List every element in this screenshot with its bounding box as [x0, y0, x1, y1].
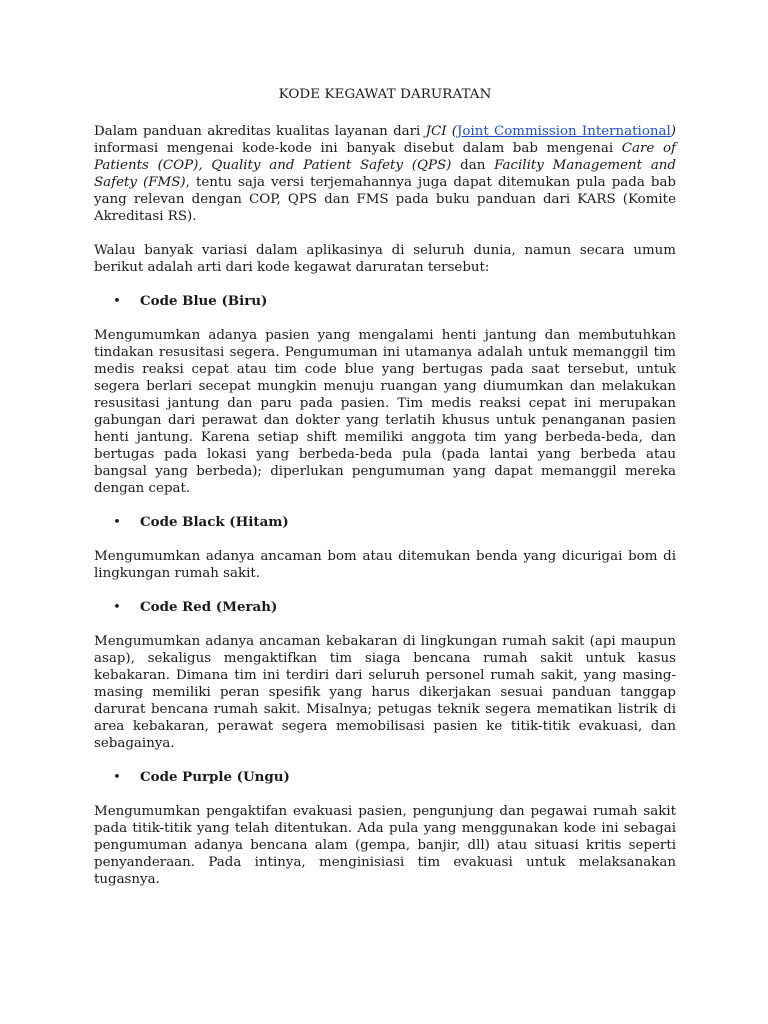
- code-red-description: Mengumumkan adanya ancaman kebakaran di lingkungan rumah sakit (api maupun asap), sekaligus mengaktifkan tim siaga bencana rumah sakit untuk kasus kebakaran. Dimana tim ini terdiri dari seluruh personel rumah sakit, yang masing-masing memiliki peran spesifik yang harus dikerjakan sesuai panduan tanggap darurat bencana rumah sakit. Misalnya; petugas teknik segera mematikan listrik di area kebakaran, perawat segera memobilisasi pasien ke titik-titik evakuasi, dan sebagainya.: [94, 634, 676, 751]
- bullet-dot: •: [113, 294, 121, 309]
- intro-text-mid: informasi mengenai kode-kode ini banyak disebut dalam bab mengenai: [94, 141, 622, 156]
- code-black-description: Mengumumkan adanya ancaman bom atau ditemukan benda yang dicurigai bom di lingkungan rumah sakit.: [94, 549, 676, 581]
- jci-abbreviation: JCI: [425, 124, 447, 139]
- intro-paragraph-1: [94, 123, 676, 225]
- bullet-dot: •: [113, 770, 121, 785]
- cop-qps-text: Care of Patients (COP), Quality and Patient Safety (QPS): [94, 141, 676, 173]
- bullet-dot: •: [113, 515, 121, 530]
- paren-close: ): [670, 124, 677, 139]
- jci-link[interactable]: Joint Commission International: [456, 124, 671, 139]
- code-red-bullet: [94, 599, 676, 616]
- paren-open: (: [446, 124, 457, 139]
- document-body: [94, 86, 676, 905]
- code-blue-bullet: [94, 293, 676, 310]
- code-black-bullet: [94, 514, 676, 531]
- code-purple-description: Mengumumkan pengaktifan evakuasi pasien, pengunjung dan pegawai rumah sakit pada titik-titik yang telah ditentukan. Ada pula yang menggunakan kode ini sebagai pengumuman adanya bencana alam (gempa, banjir, dll) atau situasi kritis seperti penyanderaan. Pada intinya, menginisiasi tim evakuasi untuk melaksanakan tugasnya.: [94, 804, 676, 887]
- code-black-heading: Code Black (Hitam): [140, 514, 289, 530]
- bullet-dot: •: [113, 600, 121, 615]
- code-purple-heading: Code Purple (Ungu): [140, 769, 290, 785]
- intro-text-end: , tentu saja versi terjemahannya juga dapat ditemukan pula pada bab yang relevan dengan COP, QPS dan FMS pada buku panduan dari KARS (Komite Akreditasi RS).: [94, 175, 676, 224]
- intro-text-start: Dalam panduan akreditas kualitas layanan dari: [94, 124, 426, 139]
- intro-paragraph-2: Walau banyak variasi dalam aplikasinya di seluruh dunia, namun secara umum berikut adalah arti dari kode kegawat daruratan tersebut:: [94, 243, 676, 275]
- code-purple-bullet: [94, 769, 676, 786]
- code-blue-heading: Code Blue (Biru): [140, 293, 268, 309]
- fms-text: Facility Management and Safety (FMS): [94, 158, 676, 190]
- code-blue-description: Mengumumkan adanya pasien yang mengalami henti jantung dan membutuhkan tindakan resusitasi segera. Pengumuman ini utamanya adalah untuk memanggil tim medis reaksi cepat atau tim code blue yang bertugas pada saat tersebut, untuk segera berlari secepat mungkin menuju ruangan yang diumumkan dan melakukan resusitasi jantung dan paru pada pasien. Tim medis reaksi cepat ini merupakan gabungan dari perawat dan dokter yang terlatih khusus untuk penanganan pasien henti jantung. Karena setiap shift memiliki anggota tim yang berbeda-beda, dan bertugas pada lokasi yang berbeda-beda pula (pada lantai yang berbeda atau bangsal yang berbeda); diperlukan pengumuman yang dapat memanggil mereka dengan cepat.: [94, 328, 676, 496]
- document-title: KODE KEGAWAT DARURATAN: [278, 87, 492, 102]
- code-red-heading: Code Red (Merah): [140, 599, 278, 615]
- dan-text: dan: [451, 158, 495, 173]
